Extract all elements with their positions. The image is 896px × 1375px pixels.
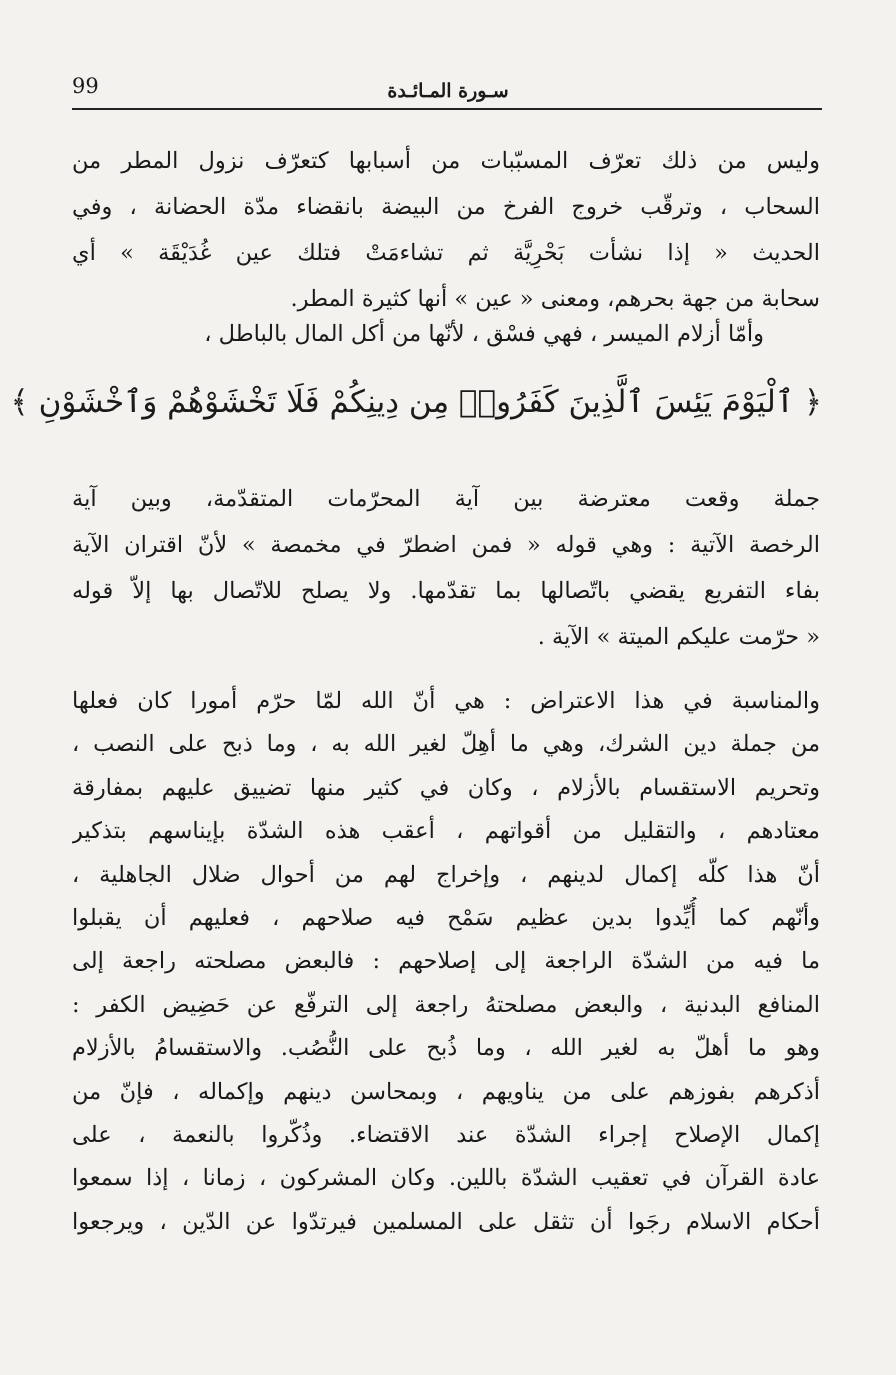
- text-line: من جملة دين الشرك، وهي ما أهِلّ لغير الله به ، وما ذبح على النصب ،: [72, 731, 820, 758]
- running-head-surah-title: سـورة المـائـدة: [387, 80, 509, 102]
- page-number: 99: [72, 74, 99, 98]
- text-line: ما فيه من الشدّة الراجعة إلى إصلاحهم : فالبعض مصلحته راجعة إلى: [72, 948, 820, 975]
- text-line: بفاء التفريع يقضي باتّصالها بما تقدّمها. ولا يصلح للاتّصال بها إلاّ قوله: [72, 578, 820, 604]
- text-line: المنافع البدنية ، والبعض مصلحتهُ راجعة إلى الترفّع عن حَضِيض الكفر :: [72, 991, 820, 1018]
- text-line: جملة وقعت معترضة بين آية المحرّمات المتقدّمة، وبين آية: [72, 486, 820, 512]
- header-rule: [72, 108, 822, 110]
- text-line: وأمّا أزلام الميسر ، فهي فسْق ، لأنّها من أكل المال بالباطل ،: [204, 321, 764, 347]
- paragraph-munasaba: [72, 680, 820, 1244]
- text-line: الحديث « إذا نشأت بَحْرِيَّة ثم تشاءمَتْ فتلك عين غُدَيْقَة » أي: [72, 240, 820, 266]
- text-line: عادة القرآن في تعقيب الشدّة باللين. وكان المشركون ، زمانا ، إذا سمعوا: [72, 1165, 820, 1192]
- text-line: سحابة من جهة بحرهم، ومعنى « عين » أنها كثيرة المطر.: [290, 286, 820, 312]
- text-line: إكمال الإصلاح إجراء الشدّة عند الاقتضاء. وذُكّروا بالنعمة ، على: [72, 1121, 820, 1148]
- text-line: وليس من ذلك تعرّف المسبّبات من أسبابها كتعرّف نزول المطر من: [72, 148, 820, 174]
- paragraph-commentary: [72, 476, 820, 660]
- text-line: الرخصة الآتية : وهي قوله « فمن اضطرّ في مخمصة » لأنّ اقتران الآية: [72, 532, 820, 558]
- text-line: والمناسبة في هذا الاعتراض : هي أنّ الله لمّا حرّم أمورا كان فعلها: [72, 688, 820, 714]
- quran-verse: ﴿ ٱلْيَوْمَ يَئِسَ ٱلَّذِينَ كَفَرُوا۟ مِن دِينِكُمْ فَلَا تَخْشَوْهُمْ وَٱخْشَوْنِ ﴾: [10, 384, 822, 420]
- text-line: وهو ما أهلّ به لغير الله ، وما ذُبح على النُّصُب. والاستقسامُ بالأزلام: [72, 1035, 820, 1062]
- paragraph-azlam: [72, 314, 820, 354]
- text-line: « حرّمت عليكم الميتة » الآية .: [537, 624, 820, 650]
- text-line: السحاب ، وترقّب خروج الفرخ من البيضة بانقضاء مدّة الحضانة ، وفي: [72, 194, 820, 220]
- text-line: وتحريم الاستقسام بالأزلام ، وكان في كثير منها تضييق عليهم بمفارقة: [72, 774, 820, 801]
- text-line: أذكرهم بفوزهم على من يناويهم ، وبمحاسن دينهم وإكماله ، فإنّ من: [72, 1078, 820, 1105]
- text-line: أنّ هذا كلّه إكمال لدينهم ، وإخراج لهم من أحوال ضلال الجاهلية ،: [72, 861, 820, 888]
- text-line: أحكام الاسلام رجَوا أن تثقل على المسلمين فيرتدّوا عن الدّين ، ويرجعوا: [72, 1208, 820, 1235]
- paragraph-intro: [72, 138, 820, 322]
- text-line: معتادهم ، والتقليل من أقواتهم ، أعقب هذه الشدّة بإيناسهم بتذكير: [72, 818, 820, 845]
- text-line: وأنّهم كما أُيِّدوا بدين عظيم سَمْح فيه صلاحهم ، فعليهم أن يقبلوا: [72, 904, 820, 931]
